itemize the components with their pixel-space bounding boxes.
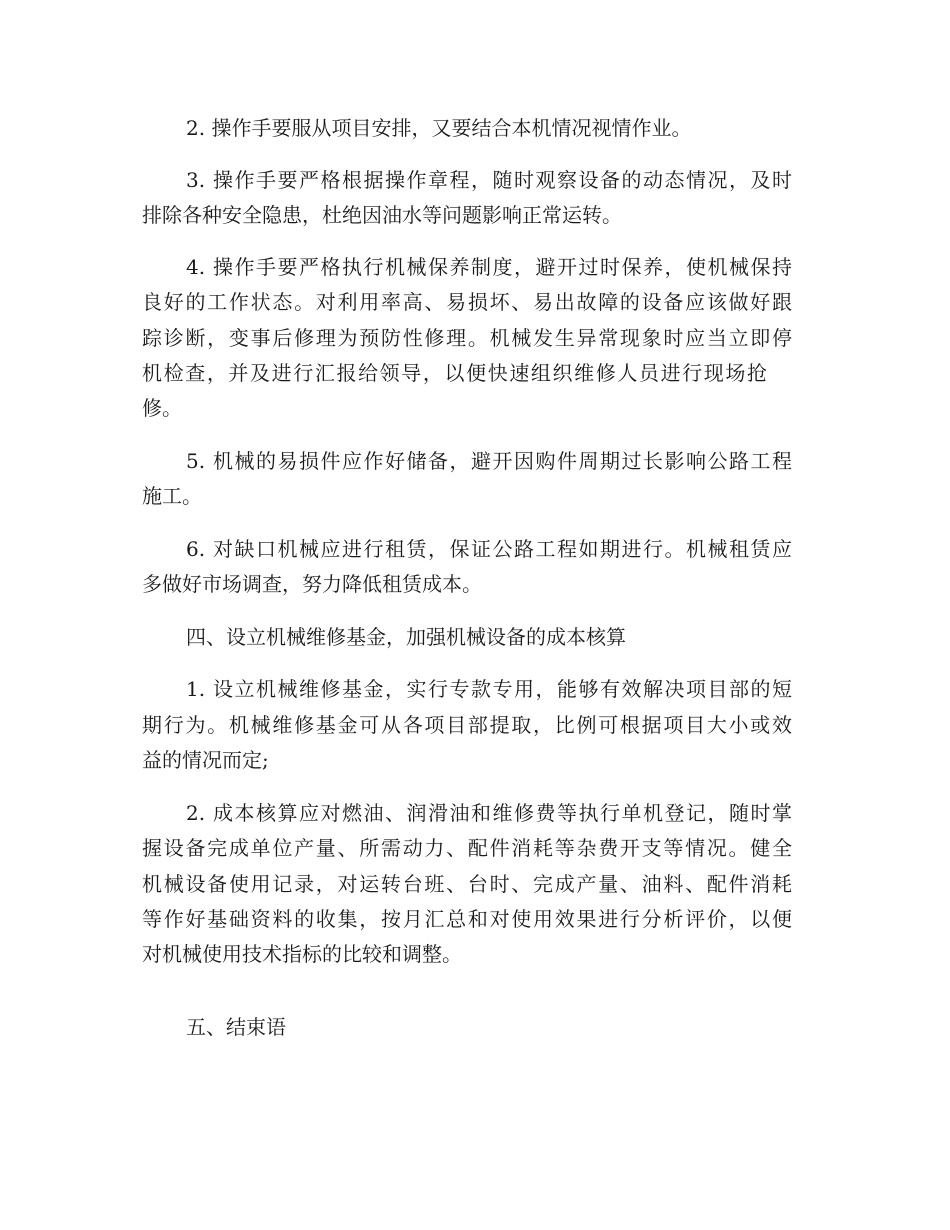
paragraph-4-line-1: 4. 操作手要严格执行机械保养制度，避开过时保养，使机械保持 (186, 255, 792, 279)
section-heading-4: 四、设立机械维修基金，加强机械设备的成本核算 (186, 625, 626, 649)
paragraph-4-line-3: 踪诊断，变事后修理为预防性修理。机械发生异常现象时应当立即停 (142, 326, 792, 350)
item-1-line-3: 益的情况而定; (142, 748, 269, 772)
paragraph-5-line-1: 5. 机械的易损件应作好储备，避开因购件周期过长影响公路工程 (186, 449, 792, 473)
paragraph-6-line-2: 多做好市场调查，努力降低租赁成本。 (142, 572, 482, 596)
paragraph-4-line-5: 修。 (142, 396, 182, 420)
item-2-line-1: 2. 成本核算应对燃油、润滑油和维修费等执行单机登记，随时掌 (186, 801, 792, 825)
item-1-line-2: 期行为。机械维修基金可从各项目部提取，比例可根据项目大小或效 (142, 713, 792, 737)
item-2-line-2: 握设备完成单位产量、所需动力、配件消耗等杂费开支等情况。健全 (142, 836, 792, 860)
paragraph-2-line-1: 2. 操作手要服从项目安排，又要结合本机情况视情作业。 (186, 116, 692, 140)
section-heading-5: 五、结束语 (186, 1015, 286, 1039)
item-1-line-1: 1. 设立机械维修基金，实行专款专用，能够有效解决项目部的短 (186, 677, 792, 701)
item-2-line-3: 机械设备使用记录，对运转台班、台时、完成产量、油料、配件消耗 (142, 872, 792, 896)
paragraph-3-line-2: 排除各种安全隐患，杜绝因油水等问题影响正常运转。 (142, 203, 622, 227)
item-2-line-4: 等作好基础资料的收集，按月汇总和对使用效果进行分析评价，以便 (142, 907, 792, 931)
paragraph-3-line-1: 3. 操作手要严格根据操作章程，随时观察设备的动态情况，及时 (186, 168, 792, 192)
paragraph-5-line-2: 施工。 (142, 484, 202, 508)
item-2-line-5: 对机械使用技术指标的比较和调整。 (142, 942, 462, 966)
paragraph-6-line-1: 6. 对缺口机械应进行租赁，保证公路工程如期进行。机械租赁应 (186, 537, 792, 561)
paragraph-4-line-2: 良好的工作状态。对利用率高、易损坏、易出故障的设备应该做好跟 (142, 290, 792, 314)
paragraph-4-line-4: 机检查，并及进行汇报给领导，以便快速组织维修人员进行现场抢 (142, 361, 767, 385)
